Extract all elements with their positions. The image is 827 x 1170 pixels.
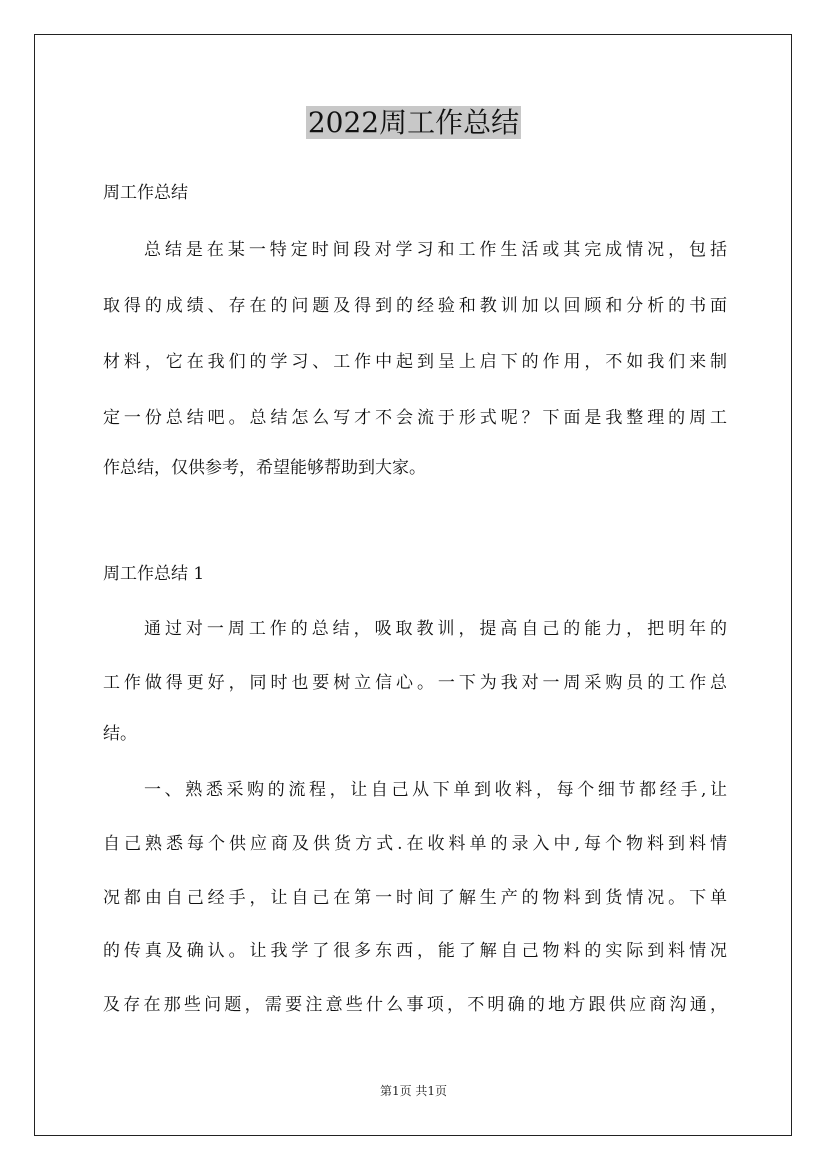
- document-title: [0, 104, 827, 142]
- paragraph-line: 总结是在某一特定时间段对学习和工作生活或其完成情况，包括: [144, 240, 727, 260]
- paragraph-line: 作总结，仅供参考，希望能够帮助到大家。: [103, 458, 426, 478]
- paragraph-line: 取得的成绩、存在的问题及得到的经验和教训加以回顾和分析的书面: [103, 296, 727, 316]
- document-title-text: 2022周工作总结: [307, 106, 520, 139]
- page-footer: 第1页 共1页: [379, 1084, 448, 1098]
- paragraph-line: 定一份总结吧。总结怎么写才不会流于形式呢？下面是我整理的周工: [103, 408, 727, 428]
- paragraph-line: 结。: [103, 724, 137, 744]
- paragraph-line: 材料，它在我们的学习、工作中起到呈上启下的作用，不如我们来制: [103, 352, 727, 372]
- paragraph-line: 通过对一周工作的总结，吸取教训，提高自己的能力，把明年的: [144, 619, 727, 639]
- paragraph-line: 一、熟悉采购的流程，让自己从下单到收料，每个细节都经手,让: [144, 780, 727, 800]
- section-heading: 周工作总结: [103, 183, 188, 203]
- paragraph-line: 的传真及确认。让我学了很多东西，能了解自己物料的实际到料情况: [103, 941, 727, 961]
- paragraph-line: 及存在那些问题，需要注意些什么事项，不明确的地方跟供应商沟通，: [103, 995, 727, 1015]
- section-heading: 周工作总结 1: [103, 564, 205, 584]
- paragraph-line: 况都由自己经手，让自己在第一时间了解生产的物料到货情况。下单: [103, 888, 727, 908]
- paragraph-line: 自己熟悉每个供应商及供货方式.在收料单的录入中,每个物料到料情: [103, 834, 727, 854]
- paragraph-line: 工作做得更好，同时也要树立信心。一下为我对一周采购员的工作总: [103, 673, 727, 693]
